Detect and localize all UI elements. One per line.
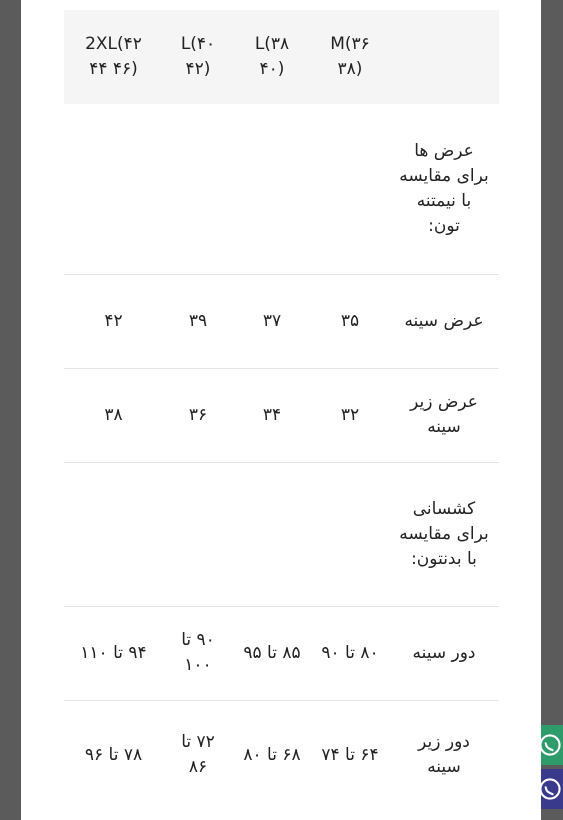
table-row xyxy=(64,700,499,810)
header-size-l38: L(۳۸ ۴۰) xyxy=(233,10,311,104)
table-cell: ۳۵ xyxy=(340,310,360,331)
table-cell: ۹۴ تا ۱۱۰ xyxy=(80,642,147,663)
row-label: دور سینه xyxy=(412,642,476,663)
whatsapp-icon xyxy=(541,730,563,760)
table-cell: ۹۰ تا ۱۰۰ xyxy=(181,630,215,675)
table-cell: ۳۸ xyxy=(104,404,123,425)
section-row-widths xyxy=(64,104,499,274)
table-header-row xyxy=(64,10,499,104)
header-size-l40: L(۴۰ ۴۲) xyxy=(163,10,233,104)
section-row-stretch xyxy=(64,462,499,606)
table-cell: ۷۲ تا ۸۶ xyxy=(181,732,215,778)
section-label-stretch: کشسانی برای مقایسه با بدنتون: xyxy=(399,498,489,569)
table-cell: ۴۲ xyxy=(104,310,123,331)
table-cell: ۷۸ تا ۹۶ xyxy=(84,744,143,765)
table-cell: ۶۸ تا ۸۰ xyxy=(243,744,301,765)
row-label: عرض زیر سینه xyxy=(410,392,478,437)
header-empty xyxy=(389,10,499,104)
row-label: دور زیر سینه xyxy=(418,732,470,778)
table-cell: ۶۴ تا ۷۴ xyxy=(321,744,379,765)
viber-button[interactable] xyxy=(541,769,563,809)
table-cell: ۳۷ xyxy=(262,310,282,331)
table-row xyxy=(64,368,499,462)
table-cell: ۸۵ تا ۹۵ xyxy=(243,642,301,663)
table-cell: ۳۲ xyxy=(340,404,360,425)
row-label: عرض سینه xyxy=(404,310,484,331)
size-guide-modal xyxy=(21,0,541,820)
size-table xyxy=(64,10,499,810)
header-size-m: M(۳۶ ۳۸) xyxy=(311,10,389,104)
whatsapp-button[interactable] xyxy=(541,725,563,765)
table-cell: ۳۹ xyxy=(188,310,208,331)
viber-icon xyxy=(541,774,563,804)
header-size-2xl: 2XL(۴۲ ۴۴ ۴۶) xyxy=(64,10,163,104)
table-cell: ۸۰ تا ۹۰ xyxy=(321,642,379,663)
table-row xyxy=(64,606,499,700)
table-cell: ۳۶ xyxy=(188,404,208,425)
table-cell: ۳۴ xyxy=(262,404,282,425)
table-row xyxy=(64,274,499,368)
section-label-widths: عرض ها برای مقایسه با نیمتنه تون: xyxy=(399,140,489,236)
